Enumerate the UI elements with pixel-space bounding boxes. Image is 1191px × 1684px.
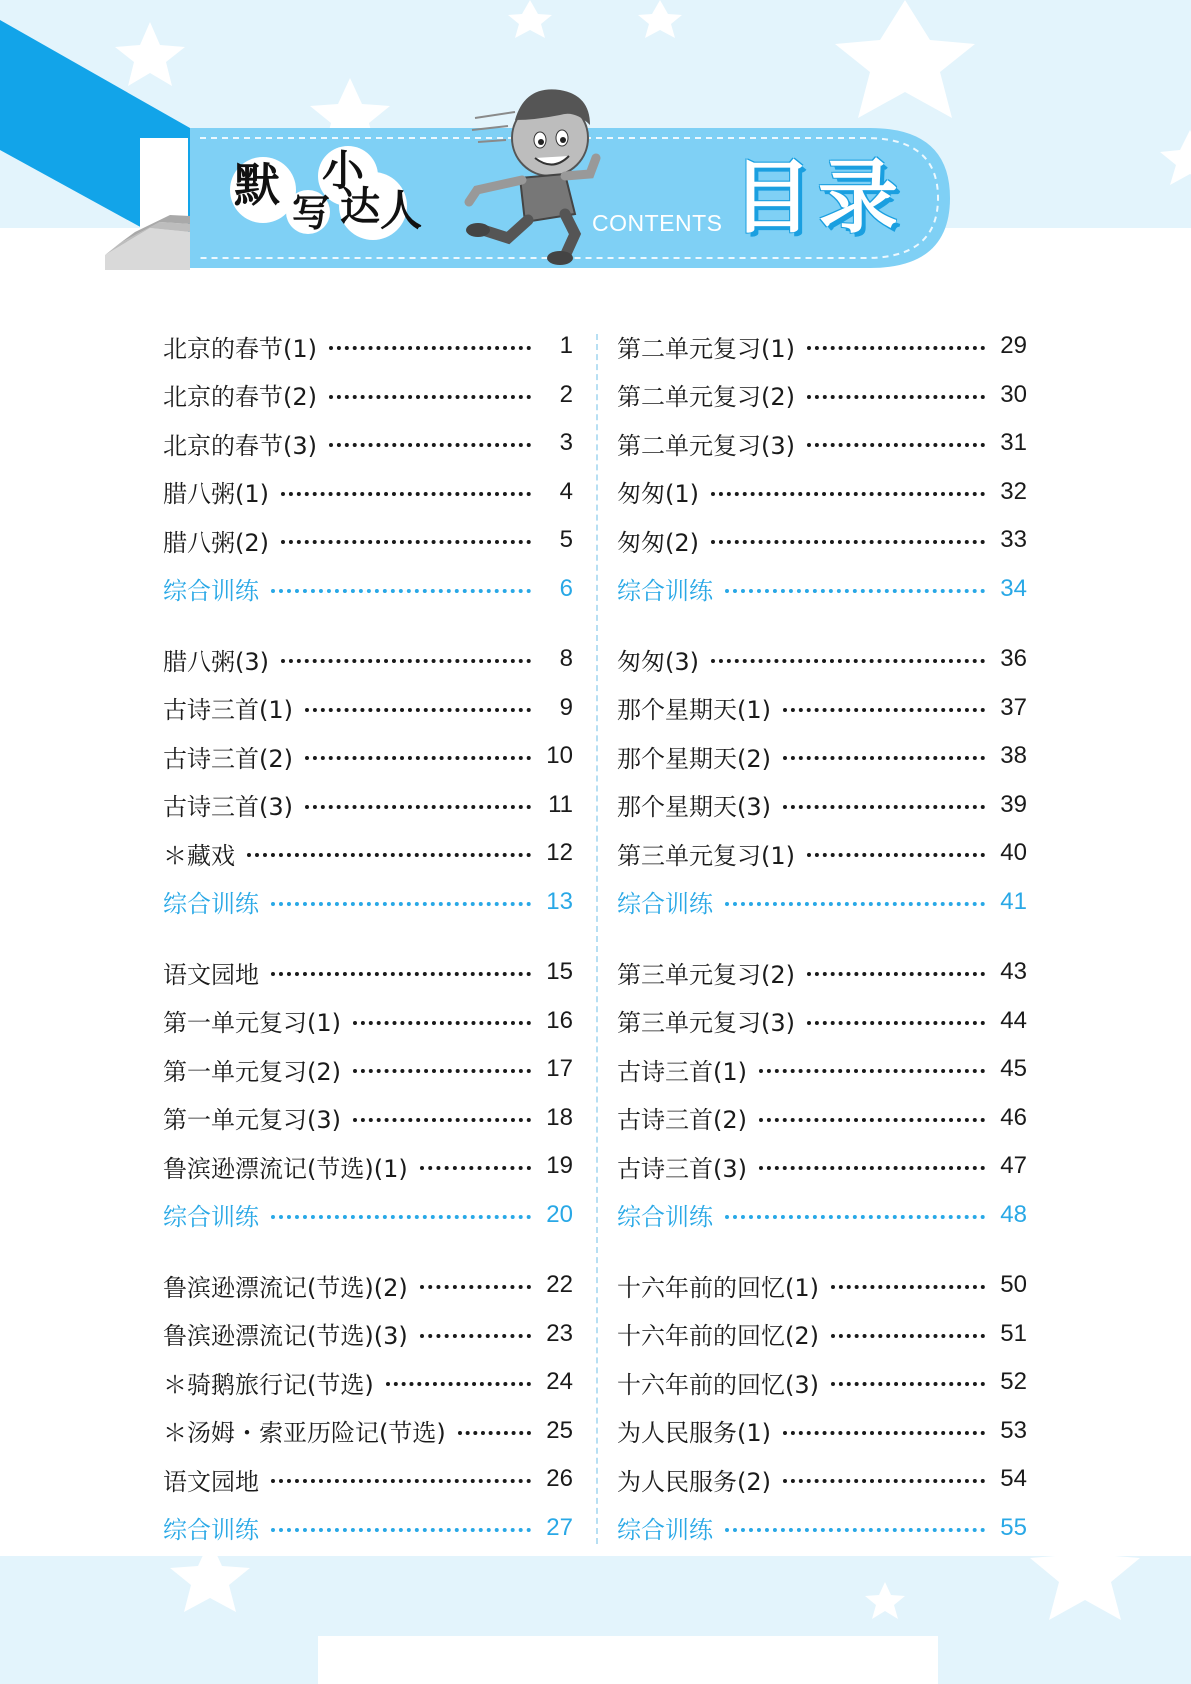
toc-entry-title: 鲁滨逊漂流记(节选)(1) — [163, 1154, 408, 1183]
toc-entry-title: ＊藏戏 — [163, 841, 235, 870]
dot-leader — [711, 492, 985, 496]
toc-entry-title: 古诗三首(2) — [617, 1106, 747, 1135]
toc-entry-page: 29 — [1000, 332, 1027, 360]
toc-entry[interactable] — [163, 1094, 573, 1143]
brand-char: 默 — [234, 158, 280, 212]
toc-entry-page: 2 — [559, 380, 573, 408]
dot-leader — [329, 443, 531, 447]
toc-entry[interactable] — [163, 997, 573, 1046]
toc-entry[interactable] — [617, 997, 1027, 1046]
toc-group — [163, 322, 573, 613]
toc-entry-title: 古诗三首(1) — [163, 696, 293, 725]
toc-entry-title: 第一单元复习(3) — [163, 1106, 341, 1135]
toc-entry-title: 北京的春节(3) — [163, 431, 317, 460]
brand-logo — [230, 146, 430, 250]
toc-entry-page: 45 — [1000, 1055, 1027, 1083]
toc-entry-title: 第二单元复习(1) — [617, 334, 795, 363]
toc-entry-title: 匆匆(1) — [617, 480, 699, 509]
dot-leader — [807, 443, 985, 447]
dot-leader — [759, 1118, 985, 1122]
toc-entry[interactable] — [617, 829, 1027, 878]
toc-entry-title: 北京的春节(2) — [163, 383, 317, 412]
dot-leader — [759, 1166, 985, 1170]
page-title: 目录 — [732, 151, 904, 244]
toc-entry-title: 综合训练 — [163, 577, 259, 606]
dot-leader — [281, 659, 531, 663]
dot-leader — [807, 972, 985, 976]
toc-entry-title: ＊骑鹅旅行记(节选) — [163, 1370, 374, 1399]
toc-entry-page: 25 — [546, 1416, 573, 1444]
toc-entry[interactable] — [617, 1045, 1027, 1094]
toc-group — [617, 635, 1027, 926]
toc-entry-page: 15 — [546, 958, 573, 986]
toc-entry-title: 那个星期天(3) — [617, 793, 771, 822]
toc-entry-page: 37 — [1000, 693, 1027, 721]
brand-char: 人 — [380, 186, 423, 235]
toc-entry[interactable] — [163, 684, 573, 733]
toc-entry[interactable] — [617, 1407, 1027, 1456]
dot-leader — [831, 1285, 985, 1289]
toc-entry-page: 24 — [546, 1368, 573, 1396]
toc-entry-page: 30 — [1000, 380, 1027, 408]
toc-entry-page: 40 — [1000, 839, 1027, 867]
toc-entry-page: 26 — [546, 1465, 573, 1493]
dot-leader — [783, 708, 985, 712]
toc-entry[interactable] — [617, 371, 1027, 420]
dot-leader — [420, 1334, 531, 1338]
toc-entry[interactable] — [617, 732, 1027, 781]
toc-entry-page: 39 — [1000, 790, 1027, 818]
toc-entry[interactable] — [617, 1358, 1027, 1407]
toc-entry[interactable] — [163, 1310, 573, 1359]
column-divider — [596, 334, 598, 1544]
toc-entry-title: 那个星期天(2) — [617, 744, 771, 773]
toc-entry-review[interactable] — [163, 565, 573, 614]
toc-entry-title: 第一单元复习(1) — [163, 1009, 341, 1038]
toc-entry-review[interactable] — [163, 878, 573, 927]
toc-entry-page: 23 — [546, 1319, 573, 1347]
toc-entry-page: 41 — [1000, 887, 1027, 915]
toc-entry[interactable] — [163, 1455, 573, 1504]
toc-entry-page: 3 — [559, 429, 573, 457]
dot-leader — [807, 346, 985, 350]
toc-entry[interactable] — [163, 371, 573, 420]
toc-entry[interactable] — [617, 684, 1027, 733]
toc-entry-title: 语文园地 — [163, 1467, 259, 1496]
toc-entry-review[interactable] — [617, 1504, 1027, 1553]
toc-entry-title: ＊汤姆・索亚历险记(节选) — [163, 1419, 446, 1448]
toc-entry-title: 匆匆(3) — [617, 647, 699, 676]
dot-leader — [271, 972, 531, 976]
toc-entry-page: 10 — [546, 742, 573, 770]
toc-entry-page: 20 — [546, 1200, 573, 1228]
toc-entry-page: 27 — [546, 1513, 573, 1541]
toc-group — [163, 948, 573, 1239]
toc-entry[interactable] — [617, 635, 1027, 684]
toc-group — [617, 948, 1027, 1239]
toc-entry-title: 为人民服务(1) — [617, 1419, 771, 1448]
toc-entry-title: 为人民服务(2) — [617, 1467, 771, 1496]
dot-leader — [458, 1431, 531, 1435]
toc-entry-title: 腊八粥(1) — [163, 480, 269, 509]
dot-leader — [783, 756, 985, 760]
toc-entry-title: 十六年前的回忆(3) — [617, 1370, 819, 1399]
dot-leader — [305, 805, 531, 809]
toc-entry-title: 第二单元复习(2) — [617, 383, 795, 412]
dot-leader — [247, 853, 531, 857]
toc-entry[interactable] — [617, 419, 1027, 468]
toc-entry-page: 18 — [546, 1103, 573, 1131]
toc-entry-title: 鲁滨逊漂流记(节选)(2) — [163, 1273, 408, 1302]
toc-entry-title: 古诗三首(3) — [617, 1154, 747, 1183]
toc-entry-title: 北京的春节(1) — [163, 334, 317, 363]
toc-entry-page: 51 — [1000, 1319, 1027, 1347]
toc-entry[interactable] — [163, 781, 573, 830]
dot-leader — [305, 756, 531, 760]
toc-entry-page: 53 — [1000, 1416, 1027, 1444]
toc-entry-title: 古诗三首(3) — [163, 793, 293, 822]
brand-char: 达 — [340, 183, 380, 230]
toc-entry-title: 综合训练 — [617, 890, 713, 919]
dot-leader — [711, 659, 985, 663]
toc-entry-page: 52 — [1000, 1368, 1027, 1396]
toc-entry-review[interactable] — [617, 878, 1027, 927]
toc-entry-page: 1 — [559, 332, 573, 360]
toc-entry-review[interactable] — [163, 1191, 573, 1240]
toc-entry-page: 8 — [559, 645, 573, 673]
dot-leader — [759, 1069, 985, 1073]
toc-entry-title: 第三单元复习(2) — [617, 960, 795, 989]
dot-leader — [271, 1479, 531, 1483]
toc-entry-title: 匆匆(2) — [617, 528, 699, 557]
toc-entry-page: 55 — [1000, 1513, 1027, 1541]
toc-entry-page: 47 — [1000, 1152, 1027, 1180]
dot-leader — [783, 1479, 985, 1483]
toc-entry-page: 19 — [546, 1152, 573, 1180]
toc-entry-page: 38 — [1000, 742, 1027, 770]
dot-leader — [831, 1382, 985, 1386]
dot-leader — [807, 1021, 985, 1025]
dot-leader — [353, 1021, 531, 1025]
toc-entry-title: 综合训练 — [617, 1516, 713, 1545]
toc-entry[interactable] — [617, 1094, 1027, 1143]
toc-column-left — [163, 322, 573, 1574]
toc-entry-page: 48 — [1000, 1200, 1027, 1228]
toc-entry-page: 46 — [1000, 1103, 1027, 1131]
toc-entry[interactable] — [617, 1310, 1027, 1359]
toc-entry-page: 54 — [1000, 1465, 1027, 1493]
toc-entry[interactable] — [617, 322, 1027, 371]
toc-entry[interactable] — [163, 1142, 573, 1191]
dot-leader — [386, 1382, 531, 1386]
dot-leader — [353, 1069, 531, 1073]
dot-leader — [353, 1118, 531, 1122]
toc-entry-title: 十六年前的回忆(2) — [617, 1322, 819, 1351]
dot-leader — [725, 902, 985, 906]
toc-entry[interactable] — [163, 1407, 573, 1456]
toc-entry-page: 31 — [1000, 429, 1027, 457]
toc-entry-page: 16 — [546, 1006, 573, 1034]
toc-entry[interactable] — [163, 419, 573, 468]
toc-entry-page: 44 — [1000, 1006, 1027, 1034]
toc-entry[interactable] — [163, 1045, 573, 1094]
toc-entry[interactable] — [163, 732, 573, 781]
dot-leader — [807, 395, 985, 399]
toc-entry[interactable] — [617, 948, 1027, 997]
toc-entry[interactable] — [163, 635, 573, 684]
toc-entry-page: 50 — [1000, 1271, 1027, 1299]
dot-leader — [725, 589, 985, 593]
toc-entry[interactable] — [617, 1455, 1027, 1504]
toc-entry-page: 17 — [546, 1055, 573, 1083]
dot-leader — [271, 589, 531, 593]
toc-group — [617, 1261, 1027, 1552]
toc-entry-page: 12 — [546, 839, 573, 867]
toc-entry[interactable] — [617, 781, 1027, 830]
dot-leader — [271, 1215, 531, 1219]
toc-group — [617, 322, 1027, 613]
toc-entry[interactable] — [163, 948, 573, 997]
toc-entry-page: 4 — [559, 477, 573, 505]
toc-entry[interactable] — [617, 516, 1027, 565]
dot-leader — [329, 395, 531, 399]
toc-entry[interactable] — [617, 468, 1027, 517]
toc-entry[interactable] — [163, 1358, 573, 1407]
dot-leader — [281, 540, 531, 544]
toc-group — [163, 635, 573, 926]
toc-entry[interactable] — [163, 322, 573, 371]
toc-entry-page: 11 — [548, 790, 573, 818]
brand-char: 小 — [322, 146, 365, 195]
dot-leader — [831, 1334, 985, 1338]
toc-entry-title: 综合训练 — [163, 1203, 259, 1232]
dot-leader — [281, 492, 531, 496]
dot-leader — [783, 805, 985, 809]
toc-entry[interactable] — [617, 1142, 1027, 1191]
toc-entry-title: 古诗三首(2) — [163, 744, 293, 773]
toc-entry-page: 43 — [1000, 958, 1027, 986]
toc-entry-title: 腊八粥(2) — [163, 528, 269, 557]
toc-entry-page: 5 — [559, 526, 573, 554]
toc-column-right — [617, 322, 1027, 1574]
toc-entry-title: 语文园地 — [163, 960, 259, 989]
dot-leader — [725, 1215, 985, 1219]
toc-entry[interactable] — [163, 829, 573, 878]
toc-entry-page: 36 — [1000, 645, 1027, 673]
toc-entry-page: 34 — [1000, 574, 1027, 602]
toc-entry-title: 古诗三首(1) — [617, 1057, 747, 1086]
dot-leader — [271, 1528, 531, 1532]
toc-entry[interactable] — [163, 1261, 573, 1310]
toc-entry-title: 那个星期天(1) — [617, 696, 771, 725]
toc-entry-title: 第一单元复习(2) — [163, 1057, 341, 1086]
toc-entry-title: 综合训练 — [163, 1516, 259, 1545]
toc-entry-page: 9 — [559, 693, 573, 721]
dot-leader — [305, 708, 531, 712]
dot-leader — [420, 1285, 531, 1289]
toc-entry[interactable] — [163, 516, 573, 565]
contents-label: CONTENTS — [592, 210, 723, 236]
brand-char: 写 — [292, 190, 331, 235]
toc-entry-review[interactable] — [163, 1504, 573, 1553]
toc-entry[interactable] — [163, 468, 573, 517]
toc-entry-title: 鲁滨逊漂流记(节选)(3) — [163, 1322, 408, 1351]
dot-leader — [807, 853, 985, 857]
toc-group — [163, 1261, 573, 1552]
dot-leader — [711, 540, 985, 544]
dot-leader — [420, 1166, 531, 1170]
dot-leader — [783, 1431, 985, 1435]
toc-entry-title: 综合训练 — [617, 577, 713, 606]
toc-entry-title: 腊八粥(3) — [163, 647, 269, 676]
toc-entry-page: 32 — [1000, 477, 1027, 505]
toc-entry-page: 22 — [546, 1271, 573, 1299]
dot-leader — [725, 1528, 985, 1532]
toc-entry-title: 综合训练 — [163, 890, 259, 919]
toc-entry-title: 十六年前的回忆(1) — [617, 1273, 819, 1302]
toc-entry[interactable] — [617, 1261, 1027, 1310]
dot-leader — [271, 902, 531, 906]
toc-entry-review[interactable] — [617, 565, 1027, 614]
toc-entry-page: 13 — [546, 887, 573, 915]
toc-entry-title: 综合训练 — [617, 1203, 713, 1232]
toc-entry-review[interactable] — [617, 1191, 1027, 1240]
toc-entry-page: 6 — [559, 574, 573, 602]
toc-entry-title: 第二单元复习(3) — [617, 431, 795, 460]
toc-entry-title: 第三单元复习(1) — [617, 841, 795, 870]
toc-entry-page: 33 — [1000, 526, 1027, 554]
toc-entry-title: 第三单元复习(3) — [617, 1009, 795, 1038]
dot-leader — [329, 346, 531, 350]
